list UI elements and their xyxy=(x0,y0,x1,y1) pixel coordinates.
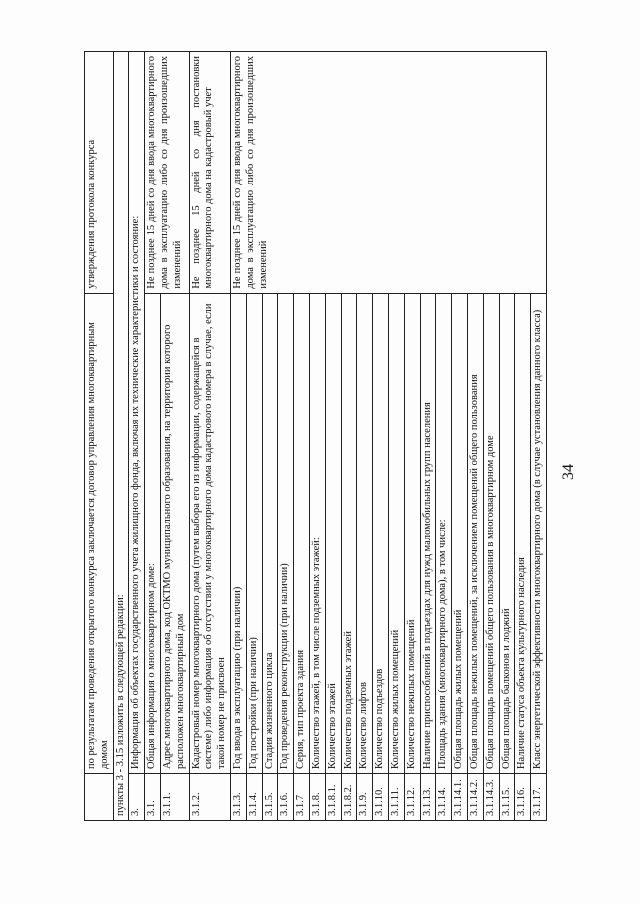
row-num: 3.1.7 xyxy=(294,774,310,821)
row-text: Общая площадь нежилых помещений, за исключением помещений общего пользования xyxy=(467,293,483,773)
table-row xyxy=(113,52,129,821)
row-num: 3.1.1. xyxy=(160,774,189,821)
row-timing: Не позднее 15 дней со дня постановки многоквартирного дома на кадастровый учет xyxy=(189,52,230,294)
row-num: 3.1.6. xyxy=(278,774,294,821)
row-text: Класс энергетической эффективности многоквартирного дома (в случае установления данного класса) xyxy=(531,293,547,773)
row-num: 3.1.2. xyxy=(189,774,230,821)
row-num: 3.1.16. xyxy=(515,774,531,821)
row-text: Количество подземных этажей xyxy=(341,293,357,773)
row-num: 3.1.14.3. xyxy=(483,774,499,821)
row-num: 3.1.14.1. xyxy=(452,774,468,821)
table-row xyxy=(230,52,246,821)
row-num: 3.1.14. xyxy=(436,774,452,821)
intro-text: пункты 3 - 3.15 изложить в следующей редакции: xyxy=(113,52,129,821)
row-text: Общая площадь жилых помещений xyxy=(452,293,468,773)
row-text: Количество жилых помещений xyxy=(388,293,404,773)
row-num: 3.1.5. xyxy=(262,774,278,821)
row-text: Общая площадь помещений общего пользования в многоквартирном доме xyxy=(483,293,499,773)
row-text: Количество этажей, в том числе подземных этажей: xyxy=(309,293,325,773)
row-text: Год ввода в эксплуатацию (при наличии) xyxy=(230,293,246,773)
row-text: Год постройки (при наличии) xyxy=(246,293,262,773)
row-text: Стадия жизненного цикла xyxy=(262,293,278,773)
row-text: Кадастровый номер многоквартирного дома (путем выбора его из информации, содержащейся в системе) либо информация об отсутствии у многоквартирного дома кадастрового номера в случае, если такой номер не присвоен xyxy=(189,293,230,773)
header-timing: утверждения протокола конкурса xyxy=(85,52,114,294)
row-num: 3.1.15. xyxy=(499,774,515,821)
row-num: 3.1.13. xyxy=(420,774,436,821)
table-row xyxy=(129,52,145,821)
row-timing: Не позднее 15 дней со дня ввода многоквартирного дома в эксплуатацию либо со дня произошедших изменений xyxy=(230,52,546,294)
row-num: 3.1.8. xyxy=(309,774,325,821)
row-timing: Не позднее 15 дней со дня ввода многоквартирного дома в эксплуатацию либо со дня произошедших изменений xyxy=(145,52,189,294)
row-num: 3.1. xyxy=(145,774,161,821)
row-text: Информация об объектах государственного учета жилищного фонда, включая их технические характеристики и состояние: xyxy=(129,52,145,774)
row-num: 3.1.14.2. xyxy=(467,774,483,821)
table-cell-num xyxy=(85,774,114,821)
row-text: Год проведения реконструкции (при наличии) xyxy=(278,293,294,773)
row-num: 3.1.8.2. xyxy=(341,774,357,821)
row-text: Серия, тип проекта здания xyxy=(294,293,310,773)
row-text: Общая информация о многоквартирном доме: xyxy=(145,293,161,773)
row-num: 3.1.17. xyxy=(531,774,547,821)
row-text: Количество лифтов xyxy=(357,293,373,773)
row-text: Общая площадь балконов и лоджий xyxy=(499,293,515,773)
row-num: 3.1.11. xyxy=(388,774,404,821)
row-num: 3.1.12. xyxy=(404,774,420,821)
row-num: 3.1.3. xyxy=(230,774,246,821)
page-number: 34 xyxy=(560,464,577,480)
row-text: Наличие приспособлений в подъездах для нужд маломобильных групп населения xyxy=(420,293,436,773)
row-text: Количество этажей xyxy=(325,293,341,773)
row-text: Количество подъездов xyxy=(373,293,389,773)
requirements-table xyxy=(84,51,547,821)
row-num: 3. xyxy=(129,774,145,821)
table-row xyxy=(145,52,161,821)
table-row xyxy=(85,52,114,821)
row-num: 3.1.9. xyxy=(357,774,373,821)
row-text: Площадь здания (многоквартирного дома), в том числе: xyxy=(436,293,452,773)
table-row xyxy=(189,52,230,821)
row-num: 3.1.8.1. xyxy=(325,774,341,821)
row-text: Количество нежилых помещений xyxy=(404,293,420,773)
header-text: по результатам проведения открытого конкурса заключается договор управления многоквартирным домом xyxy=(85,293,114,773)
row-num: 3.1.10. xyxy=(373,774,389,821)
row-text: Наличие статуса объекта культурного наследия xyxy=(515,293,531,773)
row-text: Адрес многоквартирного дома, код ОКТМО муниципального образования, на территории которого расположен многоквартирный дом xyxy=(160,293,189,773)
row-num: 3.1.4. xyxy=(246,774,262,821)
